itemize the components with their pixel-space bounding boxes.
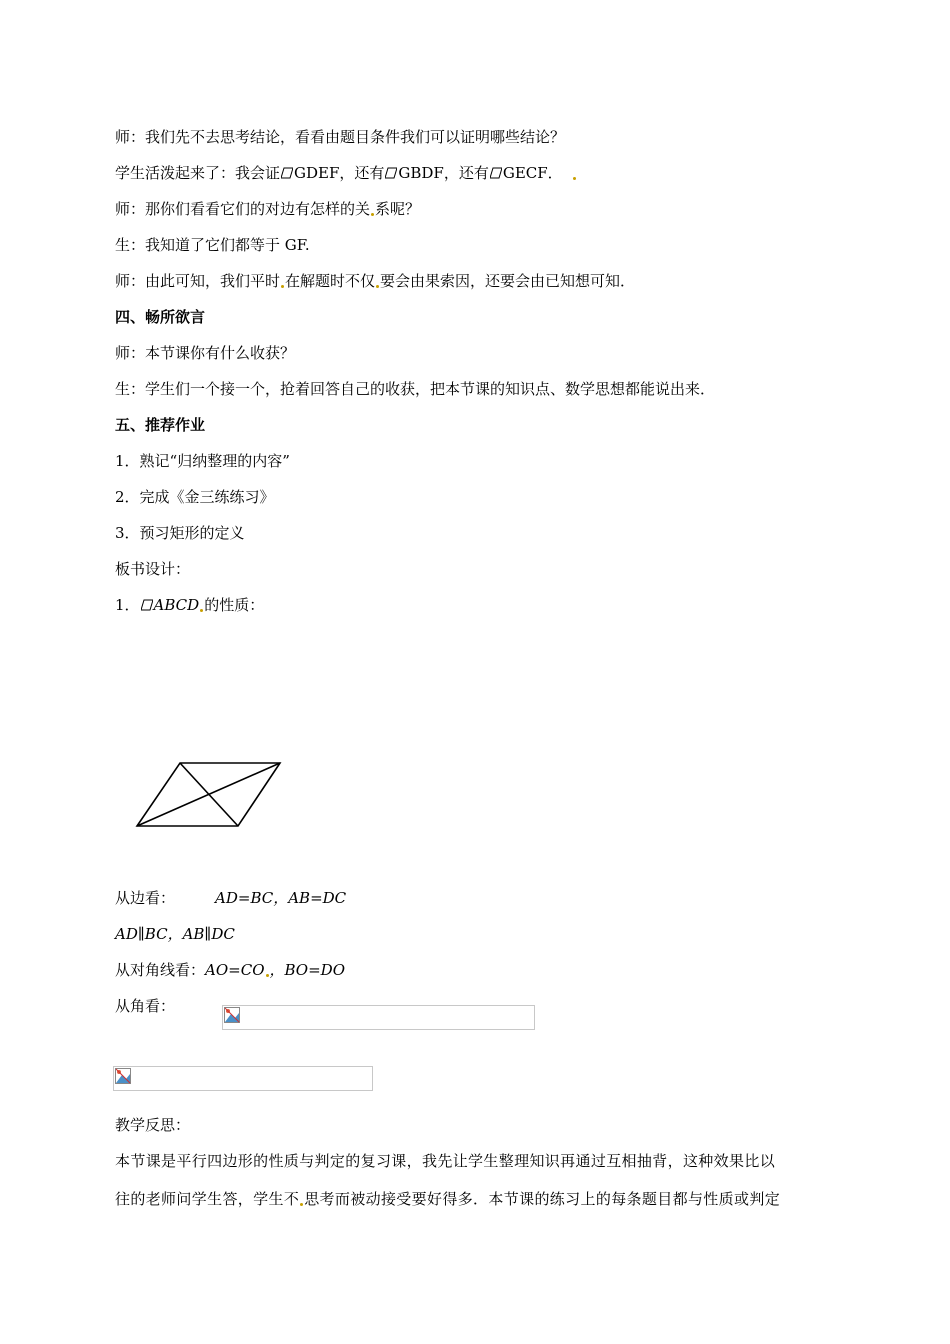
- line-teacher-2: [115, 199, 420, 219]
- homework-item: 2．完成《金三练练习》: [115, 488, 275, 506]
- line-teacher-3: [115, 271, 635, 291]
- line-teacher-1: 师：我们先不去思考结论，看看由题目条件我们可以证明哪些结论？: [115, 128, 566, 146]
- angle-label: 从角看：: [115, 997, 176, 1015]
- gdef-text: GDEF，还有: [294, 164, 385, 182]
- homework-item: 1．熟记“归纳整理的内容”: [115, 452, 290, 470]
- diagonal-eq-bo: ，BO=DO: [269, 961, 345, 979]
- teacher-text-b: 系呢？: [375, 200, 421, 218]
- teacher-text-c: 要会由果索因，还要会由已知想可知．: [380, 272, 636, 290]
- angle-formula-image: [222, 1005, 535, 1030]
- item-number: 1．: [115, 596, 140, 614]
- item-suffix: 的性质：: [204, 596, 265, 614]
- mark-dot: [376, 285, 379, 288]
- sides-line: [115, 888, 346, 908]
- reflection-text-a: 往的老师问学生答，学生不: [115, 1190, 300, 1208]
- teacher-text-a: 师：由此可知，我们平时: [115, 272, 281, 290]
- teacher-text-b: 在解题时不仅: [285, 272, 376, 290]
- board-title: 板书设计：: [115, 560, 191, 578]
- sides-label: 从边看：: [115, 889, 176, 907]
- sides-equality: AD=BC，AB=DC: [215, 889, 347, 907]
- mark-dot: [300, 1203, 303, 1206]
- homework-item: 3．预习矩形的定义: [115, 524, 245, 542]
- mark-dot: [371, 213, 374, 216]
- reflection-line-2: [115, 1189, 780, 1209]
- mark-dot: [200, 609, 203, 612]
- angle-formula-image-2: [113, 1066, 373, 1091]
- mark-dot: [266, 974, 269, 977]
- diagonals-label: 从对角线看：: [115, 961, 206, 979]
- diagonal-eq-ao: AO=CO: [205, 961, 265, 979]
- parallelogram-icon: [490, 164, 502, 176]
- parallelogram-diagram: [130, 755, 290, 835]
- diagonals-line: [115, 960, 345, 980]
- section4-heading: 四、畅所欲言: [115, 308, 206, 326]
- parallelogram-icon: [385, 164, 397, 176]
- section5-heading: 五、推荐作业: [115, 416, 206, 434]
- reflection-text-b: 思考而被动接受要好得多．本节课的练习上的每条题目都与性质或判定: [304, 1190, 781, 1208]
- mark-dot: [281, 285, 284, 288]
- broken-image-icon: [115, 1068, 131, 1084]
- line-student-gf: 生：我知道了它们都等于 GF.: [115, 236, 310, 254]
- line-student-proof: [115, 163, 577, 183]
- parallelogram-name: ABCD: [153, 596, 200, 614]
- teacher-text-a: 师：那你们看看它们的对边有怎样的关: [115, 200, 371, 218]
- parallelogram-icon: [281, 164, 293, 176]
- mark-dot: [573, 177, 576, 180]
- reflection-line-1: 本节课是平行四边形的性质与判定的复习课，我先让学生整理知识再通过互相抽背，这种效果比以: [115, 1152, 776, 1170]
- student-text: 学生活泼起来了：我会证: [115, 164, 281, 182]
- reflection-title: 教学反思：: [115, 1116, 191, 1134]
- gecf-text: GECF．: [502, 164, 563, 182]
- section4-answer: 生：学生们一个接一个，抢着回答自己的收获，把本节课的知识点、数学思想都能说出来．: [115, 380, 716, 398]
- sides-parallel-line: AD∥BC，AB∥DC: [115, 925, 235, 943]
- section4-question: 师：本节课你有什么收获？: [115, 344, 296, 362]
- parallelogram-icon: [141, 596, 153, 608]
- broken-image-icon: [224, 1007, 240, 1023]
- board-item-1: [115, 595, 264, 615]
- gbdf-text: GBDF，还有: [398, 164, 489, 182]
